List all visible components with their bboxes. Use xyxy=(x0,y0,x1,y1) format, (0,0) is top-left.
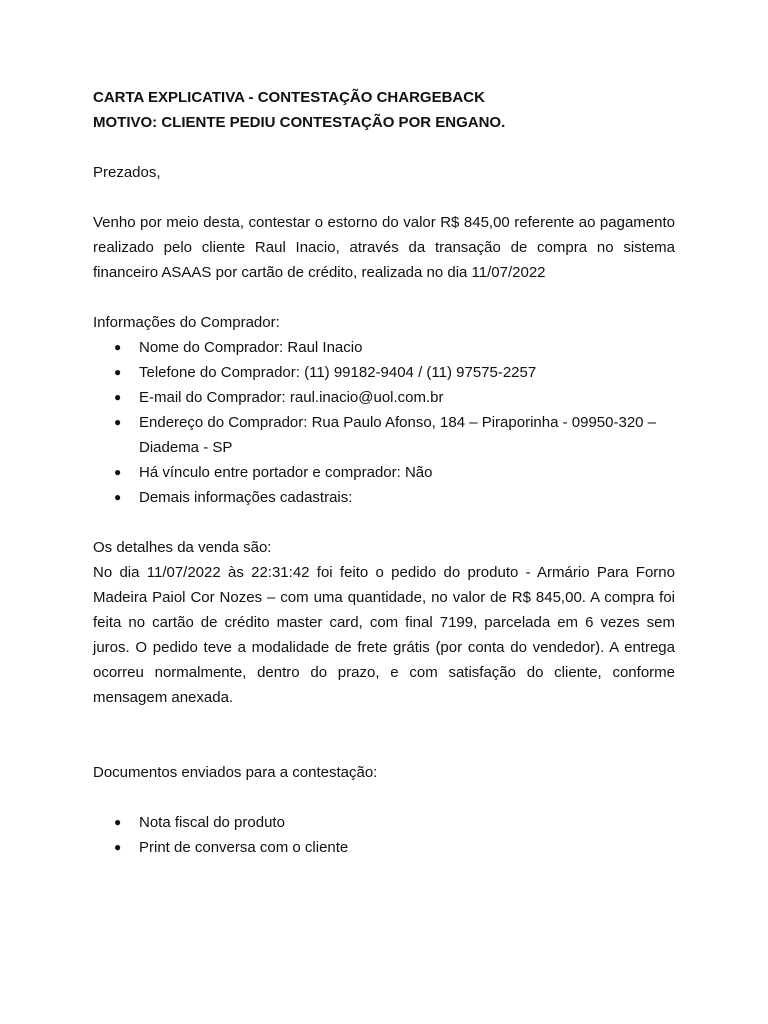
buyer-address: Endereço do Comprador: Rua Paulo Afonso, 184 – Piraporinha - 09950-320 – Diadema - SP xyxy=(139,414,657,456)
buyer-link: Há vínculo entre portador e comprador: Não xyxy=(139,464,433,481)
list-item xyxy=(93,835,675,860)
letter-reason: MOTIVO: CLIENTE PEDIU CONTESTAÇÃO POR ENGANO. xyxy=(93,114,506,131)
list-item xyxy=(93,360,675,385)
documents-heading: Documentos enviados para a contestação: xyxy=(93,764,378,781)
bullet-icon: ● xyxy=(114,490,122,504)
buyer-info-list xyxy=(93,335,675,510)
intro-paragraph: Venho por meio desta, contestar o estorno do valor R$ 845,00 referente ao pagamento realizado pelo cliente Raul Inacio, através da transação de compra no sistema financeiro ASAAS por cartão de crédito, realizada no dia 11/07/2022 xyxy=(93,214,675,281)
document-chat-print: Print de conversa com o cliente xyxy=(139,839,349,856)
bullet-icon: ● xyxy=(114,465,122,479)
bullet-icon: ● xyxy=(114,415,122,429)
list-item xyxy=(93,385,675,410)
bullet-icon: ● xyxy=(114,840,122,854)
letter-body xyxy=(93,85,675,860)
list-item xyxy=(93,810,675,835)
buyer-other-info: Demais informações cadastrais: xyxy=(139,489,353,506)
list-item xyxy=(93,460,675,485)
buyer-name: Nome do Comprador: Raul Inacio xyxy=(139,339,363,356)
letter-title: CARTA EXPLICATIVA - CONTESTAÇÃO CHARGEBACK xyxy=(93,89,485,106)
documents-list xyxy=(93,810,675,860)
buyer-email: E-mail do Comprador: raul.inacio@uol.com.br xyxy=(139,389,444,406)
list-item xyxy=(93,335,675,360)
buyer-heading: Informações do Comprador: xyxy=(93,314,280,331)
document-invoice: Nota fiscal do produto xyxy=(139,814,285,831)
greeting: Prezados, xyxy=(93,164,161,181)
bullet-icon: ● xyxy=(114,390,122,404)
list-item xyxy=(93,485,675,510)
bullet-icon: ● xyxy=(114,815,122,829)
list-item xyxy=(93,410,675,460)
sale-paragraph: No dia 11/07/2022 às 22:31:42 foi feito o pedido do produto - Armário Para Forno Madeira Paiol Cor Nozes – com uma quantidade, no valor de R$ 845,00. A compra foi feita no cartão de crédito master card, com final 7199, parcelada em 6 vezes sem juros. O pedido teve a modalidade de frete grátis (por conta do vendedor). A entrega ocorreu normalmente, dentro do prazo, e com satisfação do cliente, conforme mensagem anexada. xyxy=(93,564,675,706)
bullet-icon: ● xyxy=(114,340,122,354)
buyer-phone: Telefone do Comprador: (11) 99182-9404 / (11) 97575-2257 xyxy=(139,364,537,381)
sale-heading: Os detalhes da venda são: xyxy=(93,539,272,556)
bullet-icon: ● xyxy=(114,365,122,379)
